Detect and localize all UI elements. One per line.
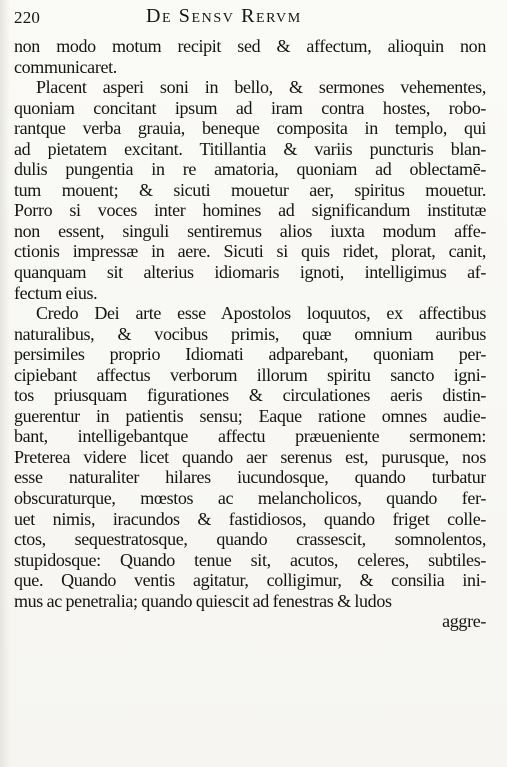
paragraph xyxy=(14,77,486,303)
text-line: non modo motum recipit sed & affectum, alioquin non xyxy=(14,36,486,56)
text-line: esse naturaliter hilares iucundosque, quando turbatur xyxy=(14,467,486,488)
catchword: aggre- xyxy=(442,611,486,632)
paragraph xyxy=(14,303,486,611)
text-line: persimiles proprio Idiomati adparebant, quoniam per- xyxy=(14,344,486,365)
text-line: uet nimis, iracundos & fastidiosos, quando friget colle- xyxy=(14,508,486,529)
page-number: 220 xyxy=(14,8,41,27)
text-line: fectum eius. xyxy=(14,282,98,303)
text-line: dulis pungentia in re amatoria, quoniam ad oblectamē- xyxy=(14,159,486,180)
text-line: bant, intelligebantque affectu præueniente sermonem: xyxy=(14,426,486,447)
running-title: De Sensv Rervm xyxy=(146,5,302,27)
text-line: ad pietatem excitant. Titillantia & variis puncturis blan- xyxy=(14,138,486,159)
text-line: Preterea videre licet quando aer serenus est, purusque, nos xyxy=(14,446,486,467)
text-line: stupidosque: Quando tenue sit, acutos, celeres, subtiles- xyxy=(14,549,486,570)
text-line: ctionis impressæ in aere. Sicuti si quis ridet, plorat, canit, xyxy=(14,241,486,262)
text-line: guerentur in patientis sensu; Eaque ratione omnes audie- xyxy=(14,405,486,426)
text-line: quoniam concitant ipsum ad iram contra hostes, robo- xyxy=(14,97,486,118)
paragraph xyxy=(14,36,486,77)
text-line: mus ac penetralia; quando quiescit ad fenestras & ludos xyxy=(14,590,392,611)
scan-edge-shadow xyxy=(0,0,10,767)
text-line: Porro si voces inter homines ad significandum institutæ xyxy=(14,200,486,221)
text-line: non essent, singuli sentiremus alios iuxta modum affe- xyxy=(14,220,486,241)
text-line: communicaret. xyxy=(14,56,117,77)
text-line: tos priusquam figurationes & circulationes aeris distin- xyxy=(14,385,486,406)
text-line: obscuraturque, mœstos ac melancholicos, quando fer- xyxy=(14,488,486,509)
text-line: tum mouent; & sicuti mouetur aer, spiritus mouetur. xyxy=(14,179,486,200)
text-line: naturalibus, & vocibus primis, quæ omnium auribus xyxy=(14,323,486,344)
text-line: Credo Dei arte esse Apostolos loquutos, ex affectibus xyxy=(36,303,486,324)
text-line: Placent asperi soni in bello, & sermones vehementes, xyxy=(36,77,486,98)
body-text xyxy=(14,36,486,632)
text-line: quanquam sit alterius idiomaris ignoti, intelligimus af- xyxy=(14,262,486,283)
text-line: cipiebant affectus verborum illorum spiritu sancto igni- xyxy=(14,364,486,385)
text-line: ctos, sequestratosque, quando crassescit, somnolentos, xyxy=(14,529,486,550)
text-line: rantque verba grauia, beneque composita in templo, qui xyxy=(14,118,486,139)
text-line: que. Quando ventis agitatur, colligimur, & consilia ini- xyxy=(14,570,486,591)
page-header xyxy=(14,4,494,30)
